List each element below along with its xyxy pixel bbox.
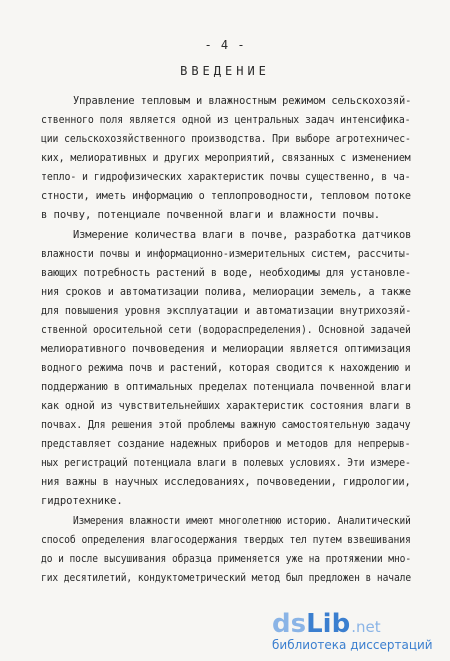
- text-line: ственного поля является одной из центральных задач интенсифика-: [41, 114, 411, 126]
- section-heading: ВВЕДЕНИЕ: [180, 64, 270, 78]
- text-line: вающих потребность растений в воде, необходимы для установле-: [41, 267, 411, 279]
- text-line: гидротехнике.: [41, 495, 123, 507]
- text-line: мелиоративного почвоведения и мелиорации является оптимизация: [41, 343, 411, 355]
- text-line: ких, мелиоративных и других мероприятий, связанных с изменением: [41, 152, 411, 164]
- dslib-watermark: [272, 611, 442, 653]
- text-line: ных регистраций потенциала влаги в полевых условиях. Эти измере-: [41, 457, 411, 469]
- page-number: - 4 -: [204, 38, 246, 52]
- text-line: влажности почвы и информационно-измерительных систем, рассчиты-: [41, 248, 411, 260]
- watermark-logo: [272, 611, 442, 637]
- text-line: гих десятилетий, кондуктометрический метод был предложен в начале: [41, 572, 412, 584]
- text-line: поддержанию в оптимальных пределах потенциала почвенной влаги: [41, 381, 411, 393]
- text-line: до и после высушивания образца применяется уже на протяжении мно-: [41, 553, 412, 565]
- watermark-net: .net: [351, 618, 381, 636]
- text-line: Измерение количества влаги в почве, разработка датчиков: [73, 229, 412, 241]
- text-line: представляет создание надежных приборов и методов для непрерыв-: [41, 438, 411, 450]
- text-line: тепло- и гидрофизических характеристик почвы существенно, в ча-: [41, 171, 411, 183]
- text-line: в почву, потенциале почвенной влаги и влажности почвы.: [41, 209, 381, 221]
- text-line: Управление тепловым и влажностным режимом сельскохозяй-: [73, 95, 412, 107]
- text-line: для повышения уровня эксплуатации и автоматизации внутрихозяй-: [41, 305, 412, 317]
- text-line: ственной оросительной сети (водораспределения). Основной задачей: [41, 324, 411, 336]
- text-line: водного режима почв и растений, которая сводится к нахождению и: [41, 362, 411, 374]
- text-line: ния важны в научных исследованиях, почвоведении, гидрологии,: [41, 476, 411, 488]
- text-line: как одной из чувствительнейших характеристик состояния влаги в: [41, 400, 412, 412]
- text-line: стности, иметь информацию о теплопроводности, тепловом потоке: [41, 190, 411, 202]
- watermark-lib: Lib: [306, 609, 351, 639]
- watermark-ds: ds: [272, 609, 307, 639]
- text-line: Измерения влажности имеют многолетнюю историю. Аналитический: [73, 515, 411, 527]
- text-line: ния сроков и автоматизации полива, мелиорации земель, а также: [41, 286, 411, 298]
- watermark-subtitle: библиотека диссертаций: [272, 638, 433, 652]
- text-line: способ определения влагосодержания твердых тел путем взвешивания: [41, 534, 411, 546]
- text-line: ции сельскохозяйственного производства. При выборе агротехничес-: [41, 133, 411, 145]
- text-line: почвах. Для решения этой проблемы важную самостоятельную задачу: [41, 419, 411, 431]
